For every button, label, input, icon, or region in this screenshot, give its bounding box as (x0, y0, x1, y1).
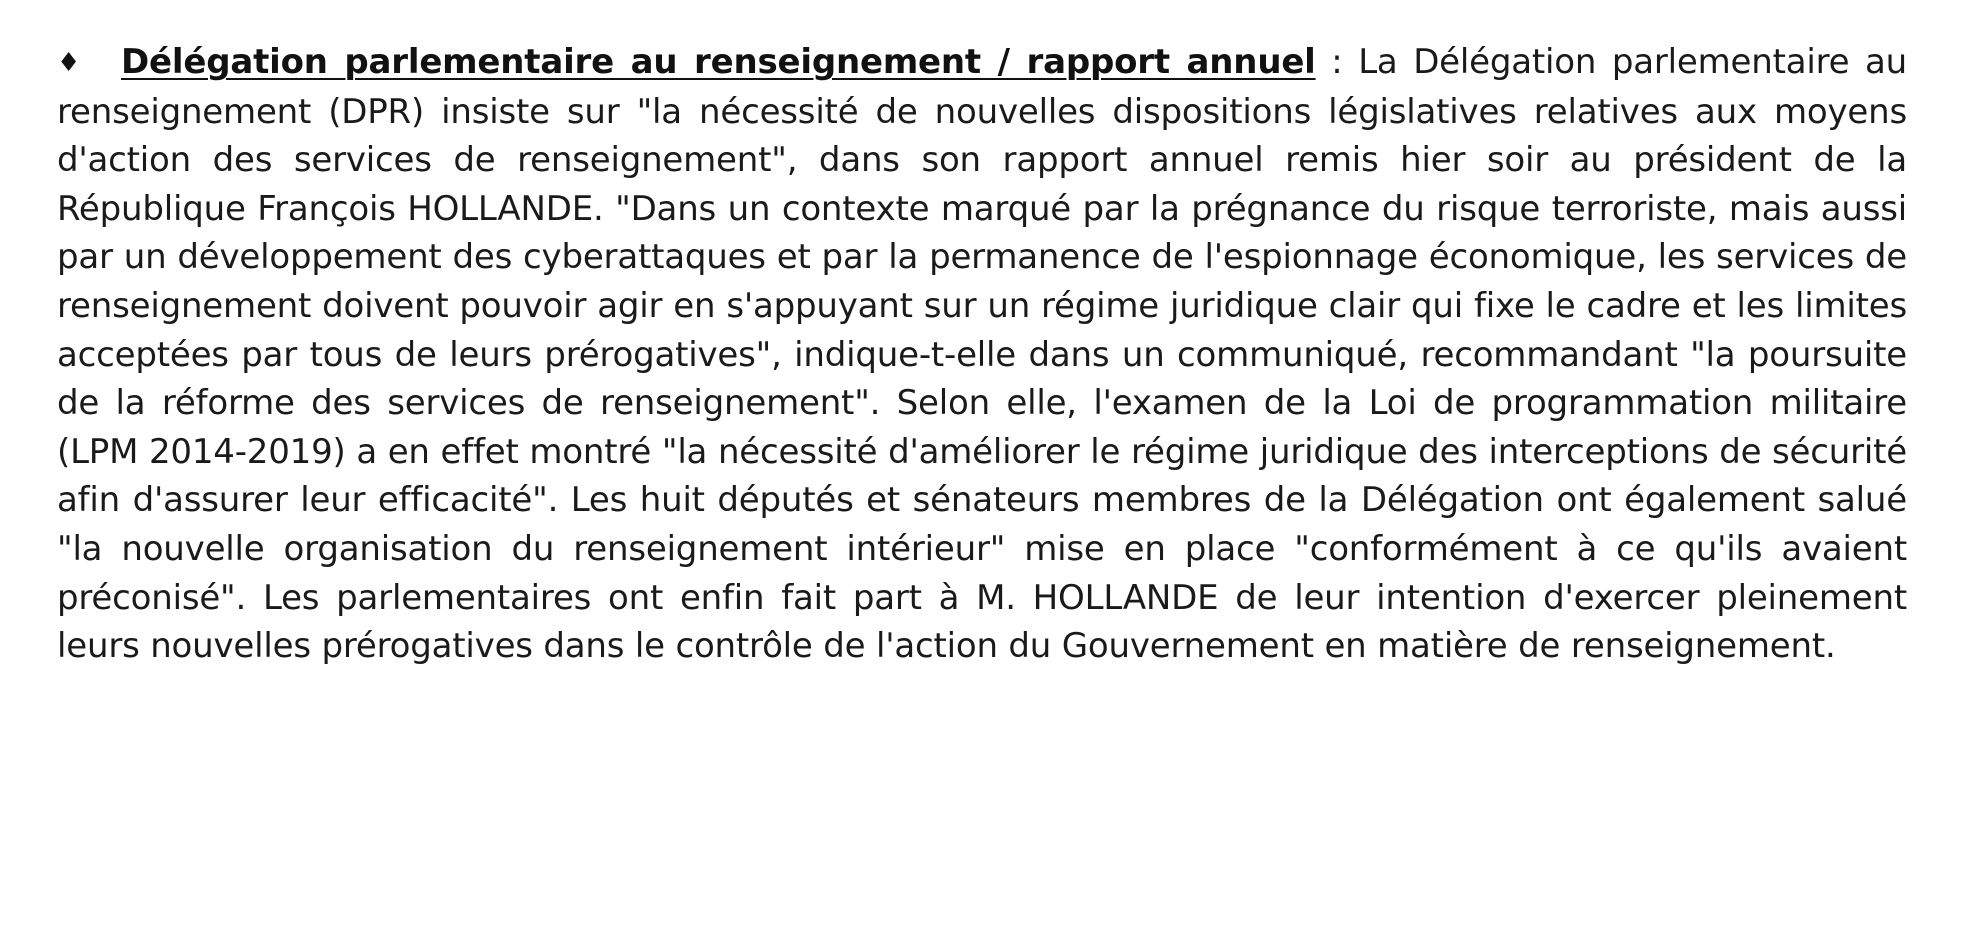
heading-separator: : (1315, 42, 1359, 82)
entry-heading: Délégation parlementaire au renseignement / rapport annuel (121, 42, 1316, 82)
news-entry (57, 38, 1907, 671)
diamond-bullet-icon: ♦ (57, 48, 81, 78)
entry-body: La Délégation parlementaire au renseignement (DPR) insiste sur "la nécessité de nouvelles dispositions législatives relatives aux moyens d'action des services de renseignement", dans son rapport annuel remis hier soir au président de la République François HOLLANDE. "Dans un contexte marqué par la prégnance du risque terroriste, mais aussi par un développement des cyberattaques et par la permanence de l'espionnage économique, les services de renseignement doivent pouvoir agir en s'appuyant sur un régime juridique clair qui fixe le cadre et les limites acceptées par tous de leurs prérogatives", indique-t-elle dans un communiqué, recommandant "la poursuite de la réforme des services de renseignement". Selon elle, l'examen de la Loi de programmation militaire (LPM 2014-2019) a en effet montré "la nécessité d'améliorer le régime juridique des interceptions de sécurité afin d'assurer leur efficacité". Les huit députés et sénateurs membres de la Délégation ont également salué "la nouvelle organisation du renseignement intérieur" mise en place "conformément à ce qu'ils avaient préconisé". Les parlementaires ont enfin fait part à M. HOLLANDE de leur intention d'exercer pleinement leurs nouvelles prérogatives dans le contrôle de l'action du Gouvernement en matière de renseignement. (57, 42, 1907, 667)
